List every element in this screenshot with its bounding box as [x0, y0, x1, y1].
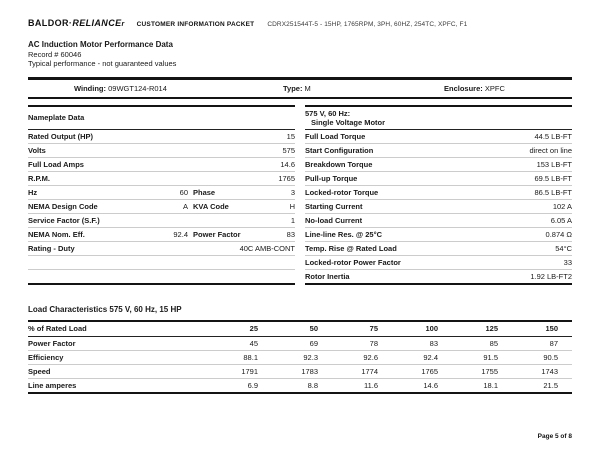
spec-value: H	[289, 201, 295, 211]
winding-field: Winding: 09WGT124-R014	[74, 83, 167, 93]
spec-pair	[305, 146, 572, 155]
spec-label: No-load Current	[305, 215, 363, 225]
spec-pair	[28, 230, 188, 239]
load-cell-value: 91.5	[483, 352, 498, 362]
load-cell-value: 1765	[421, 366, 438, 376]
load-characteristics-section	[28, 305, 572, 394]
spec-pair	[305, 202, 572, 211]
load-table-column-header: 75	[369, 324, 378, 333]
load-cell-value: 69	[309, 338, 318, 348]
load-cell-value: 6.9	[247, 380, 258, 390]
document-title: AC Induction Motor Performance Data	[28, 40, 173, 49]
load-cell-value: 90.5	[543, 352, 558, 362]
load-table-column-header: 100	[425, 324, 438, 333]
spec-pair	[305, 216, 572, 225]
load-characteristics-title: Load Characteristics 575 V, 60 Hz, 15 HP	[28, 304, 182, 314]
spec-row	[28, 228, 295, 242]
spec-pair	[28, 244, 295, 253]
spec-value: 1	[290, 215, 295, 225]
spec-label: R.P.M.	[28, 173, 50, 183]
spec-value: 44.5 LB-FT	[534, 131, 572, 141]
load-row-label: Efficiency	[28, 352, 64, 362]
load-cell-value: 92.4	[423, 352, 438, 362]
spec-row	[305, 228, 572, 242]
type-field: Type: M	[283, 83, 311, 93]
spec-label: Rating - Duty	[28, 243, 75, 253]
page-header	[28, 0, 572, 28]
spec-label: Line-line Res. @ 25°C	[305, 229, 382, 239]
nameplate-header	[28, 107, 295, 130]
spec-pair	[305, 272, 572, 281]
load-cell-value: 21.5	[543, 380, 558, 390]
load-cell-value: 18.1	[483, 380, 498, 390]
load-row-label: Line amperes	[28, 380, 77, 390]
spec-row	[28, 144, 295, 158]
spec-pair	[28, 188, 188, 197]
load-table-column-header: 50	[309, 324, 318, 333]
spec-pair	[305, 258, 572, 267]
spec-row	[28, 256, 295, 270]
spec-pair	[193, 202, 295, 211]
spec-label: KVA Code	[193, 201, 229, 211]
spec-value: 1765	[278, 173, 295, 183]
spec-label: Power Factor	[193, 229, 241, 239]
page-number: Page 5 of 8	[537, 433, 572, 440]
load-characteristics-table	[28, 320, 572, 394]
load-table-header-row	[28, 322, 572, 337]
record-number: Record # 60046	[28, 49, 82, 59]
voltage-table	[305, 105, 572, 285]
load-table-column-header: 125	[485, 324, 498, 333]
spec-value: 102 A	[552, 201, 572, 211]
nameplate-title: Nameplate Data	[28, 113, 85, 122]
spec-value: 33	[563, 257, 572, 267]
load-cell-value: 92.3	[303, 352, 318, 362]
spec-row	[28, 270, 295, 283]
load-cell-value: 1743	[541, 366, 558, 376]
load-cell-value: 1783	[301, 366, 318, 376]
nameplate-table	[28, 105, 295, 285]
spec-pair	[305, 244, 572, 253]
spec-value: direct on line	[529, 145, 572, 155]
load-table-row	[28, 379, 572, 392]
winding-bar	[28, 80, 572, 97]
spec-label: Phase	[193, 187, 216, 197]
spec-label: Full Load Torque	[305, 131, 366, 141]
spec-label: Pull-up Torque	[305, 173, 358, 183]
spec-pair	[193, 188, 295, 197]
spec-label: Hz	[28, 187, 38, 197]
voltage-rows	[305, 130, 572, 283]
spec-value: 1.92 LB-FT2	[530, 271, 572, 281]
spec-row	[305, 270, 572, 283]
load-row-label: Speed	[28, 366, 51, 376]
spec-row	[28, 172, 295, 186]
spec-pair	[28, 160, 295, 169]
spec-value: A	[182, 201, 188, 211]
voltage-header	[305, 107, 572, 130]
voltage-title-line1: 575 V, 60 Hz:	[305, 108, 351, 118]
spec-row	[305, 214, 572, 228]
spec-label: Volts	[28, 145, 46, 155]
spec-row	[28, 200, 295, 214]
spec-label: Service Factor (S.F.)	[28, 215, 100, 225]
spec-value: 14.6	[280, 159, 295, 169]
load-cell-value: 11.6	[363, 380, 378, 390]
load-cell-value: 1774	[361, 366, 378, 376]
spec-pair	[193, 230, 295, 239]
load-cell-value: 88.1	[243, 352, 258, 362]
load-cell-value: 14.6	[423, 380, 438, 390]
spec-pair	[305, 230, 572, 239]
spec-value: 6.05 A	[550, 215, 572, 225]
spec-label: NEMA Nom. Eff.	[28, 229, 85, 239]
load-table-column-header: 150	[545, 324, 558, 333]
spec-pair	[28, 174, 295, 183]
spec-value: 40C AMB-CONT	[239, 243, 295, 253]
spec-row	[305, 172, 572, 186]
spec-value: 69.5 LB-FT	[534, 173, 572, 183]
load-table-row	[28, 365, 572, 379]
spec-value: 3	[290, 187, 295, 197]
spec-row	[28, 242, 295, 256]
load-row-label: Power Factor	[28, 338, 76, 348]
load-cell-value: 85	[489, 338, 498, 348]
baldor-reliance-logo: BALDOR·RELIANCEr	[28, 18, 125, 28]
spec-label: Temp. Rise @ Rated Load	[305, 243, 397, 253]
load-cell-value: 1755	[481, 366, 498, 376]
spec-value: 0.874 Ω	[545, 229, 572, 239]
spec-row	[305, 256, 572, 270]
spec-value: 60	[179, 187, 188, 197]
spec-label: Full Load Amps	[28, 159, 84, 169]
spec-label: Rated Output (HP)	[28, 131, 93, 141]
spec-row	[305, 144, 572, 158]
spec-pair	[28, 132, 295, 141]
spec-value: 83	[286, 229, 295, 239]
spec-pair	[28, 146, 295, 155]
voltage-title-line2: Single Voltage Motor	[311, 117, 386, 127]
spec-label: Locked-rotor Torque	[305, 187, 379, 197]
spec-value: 15	[286, 131, 295, 141]
load-cell-value: 83	[429, 338, 438, 348]
packet-title: CUSTOMER INFORMATION PACKET	[136, 21, 255, 28]
spec-label: Start Configuration	[305, 145, 374, 155]
spec-pair	[305, 132, 572, 141]
spec-row	[305, 200, 572, 214]
spec-pair	[28, 202, 188, 211]
spec-columns	[28, 105, 572, 285]
spec-value: 575	[282, 145, 295, 155]
nameplate-rows	[28, 130, 295, 283]
spec-label: Starting Current	[305, 201, 363, 211]
load-cell-value: 92.6	[363, 352, 378, 362]
spec-pair	[305, 174, 572, 183]
spec-pair	[28, 216, 295, 225]
document-title-block	[28, 40, 572, 69]
spec-value: 153 LB-FT	[536, 159, 572, 169]
spec-row	[28, 186, 295, 200]
load-table-column-header: 25	[249, 324, 258, 333]
spec-row	[28, 214, 295, 228]
performance-note: Typical performance - not guaranteed values	[28, 59, 177, 68]
spec-row	[305, 242, 572, 256]
load-table-row	[28, 337, 572, 351]
spec-row	[305, 186, 572, 200]
winding-bottom-rule	[28, 97, 572, 99]
spec-label: Breakdown Torque	[305, 159, 373, 169]
spec-value: 92.4	[173, 229, 188, 239]
enclosure-field: Enclosure: XPFC	[444, 83, 505, 93]
spec-pair	[305, 160, 572, 169]
load-cell-value: 1791	[241, 366, 258, 376]
spec-label: Rotor Inertia	[305, 271, 350, 281]
spec-pair	[305, 188, 572, 197]
spec-label: NEMA Design Code	[28, 201, 98, 211]
load-cell-value: 78	[369, 338, 378, 348]
load-cell-value: 87	[549, 338, 558, 348]
spec-row	[28, 130, 295, 144]
spec-value: 54°C	[555, 243, 572, 253]
motor-model-line: CDRX251544T-5 - 15HP, 1765RPM, 3PH, 60HZ, 254TC, XPFC, F1	[267, 21, 468, 28]
load-table-header-label: % of Rated Load	[28, 324, 87, 333]
spec-row	[28, 158, 295, 172]
spec-label: Locked-rotor Power Factor	[305, 257, 401, 267]
load-cell-value: 45	[249, 338, 258, 348]
load-cell-value: 8.8	[307, 380, 318, 390]
spec-value: 86.5 LB-FT	[534, 187, 572, 197]
load-table-row	[28, 351, 572, 365]
spec-row	[305, 130, 572, 144]
spec-row	[305, 158, 572, 172]
